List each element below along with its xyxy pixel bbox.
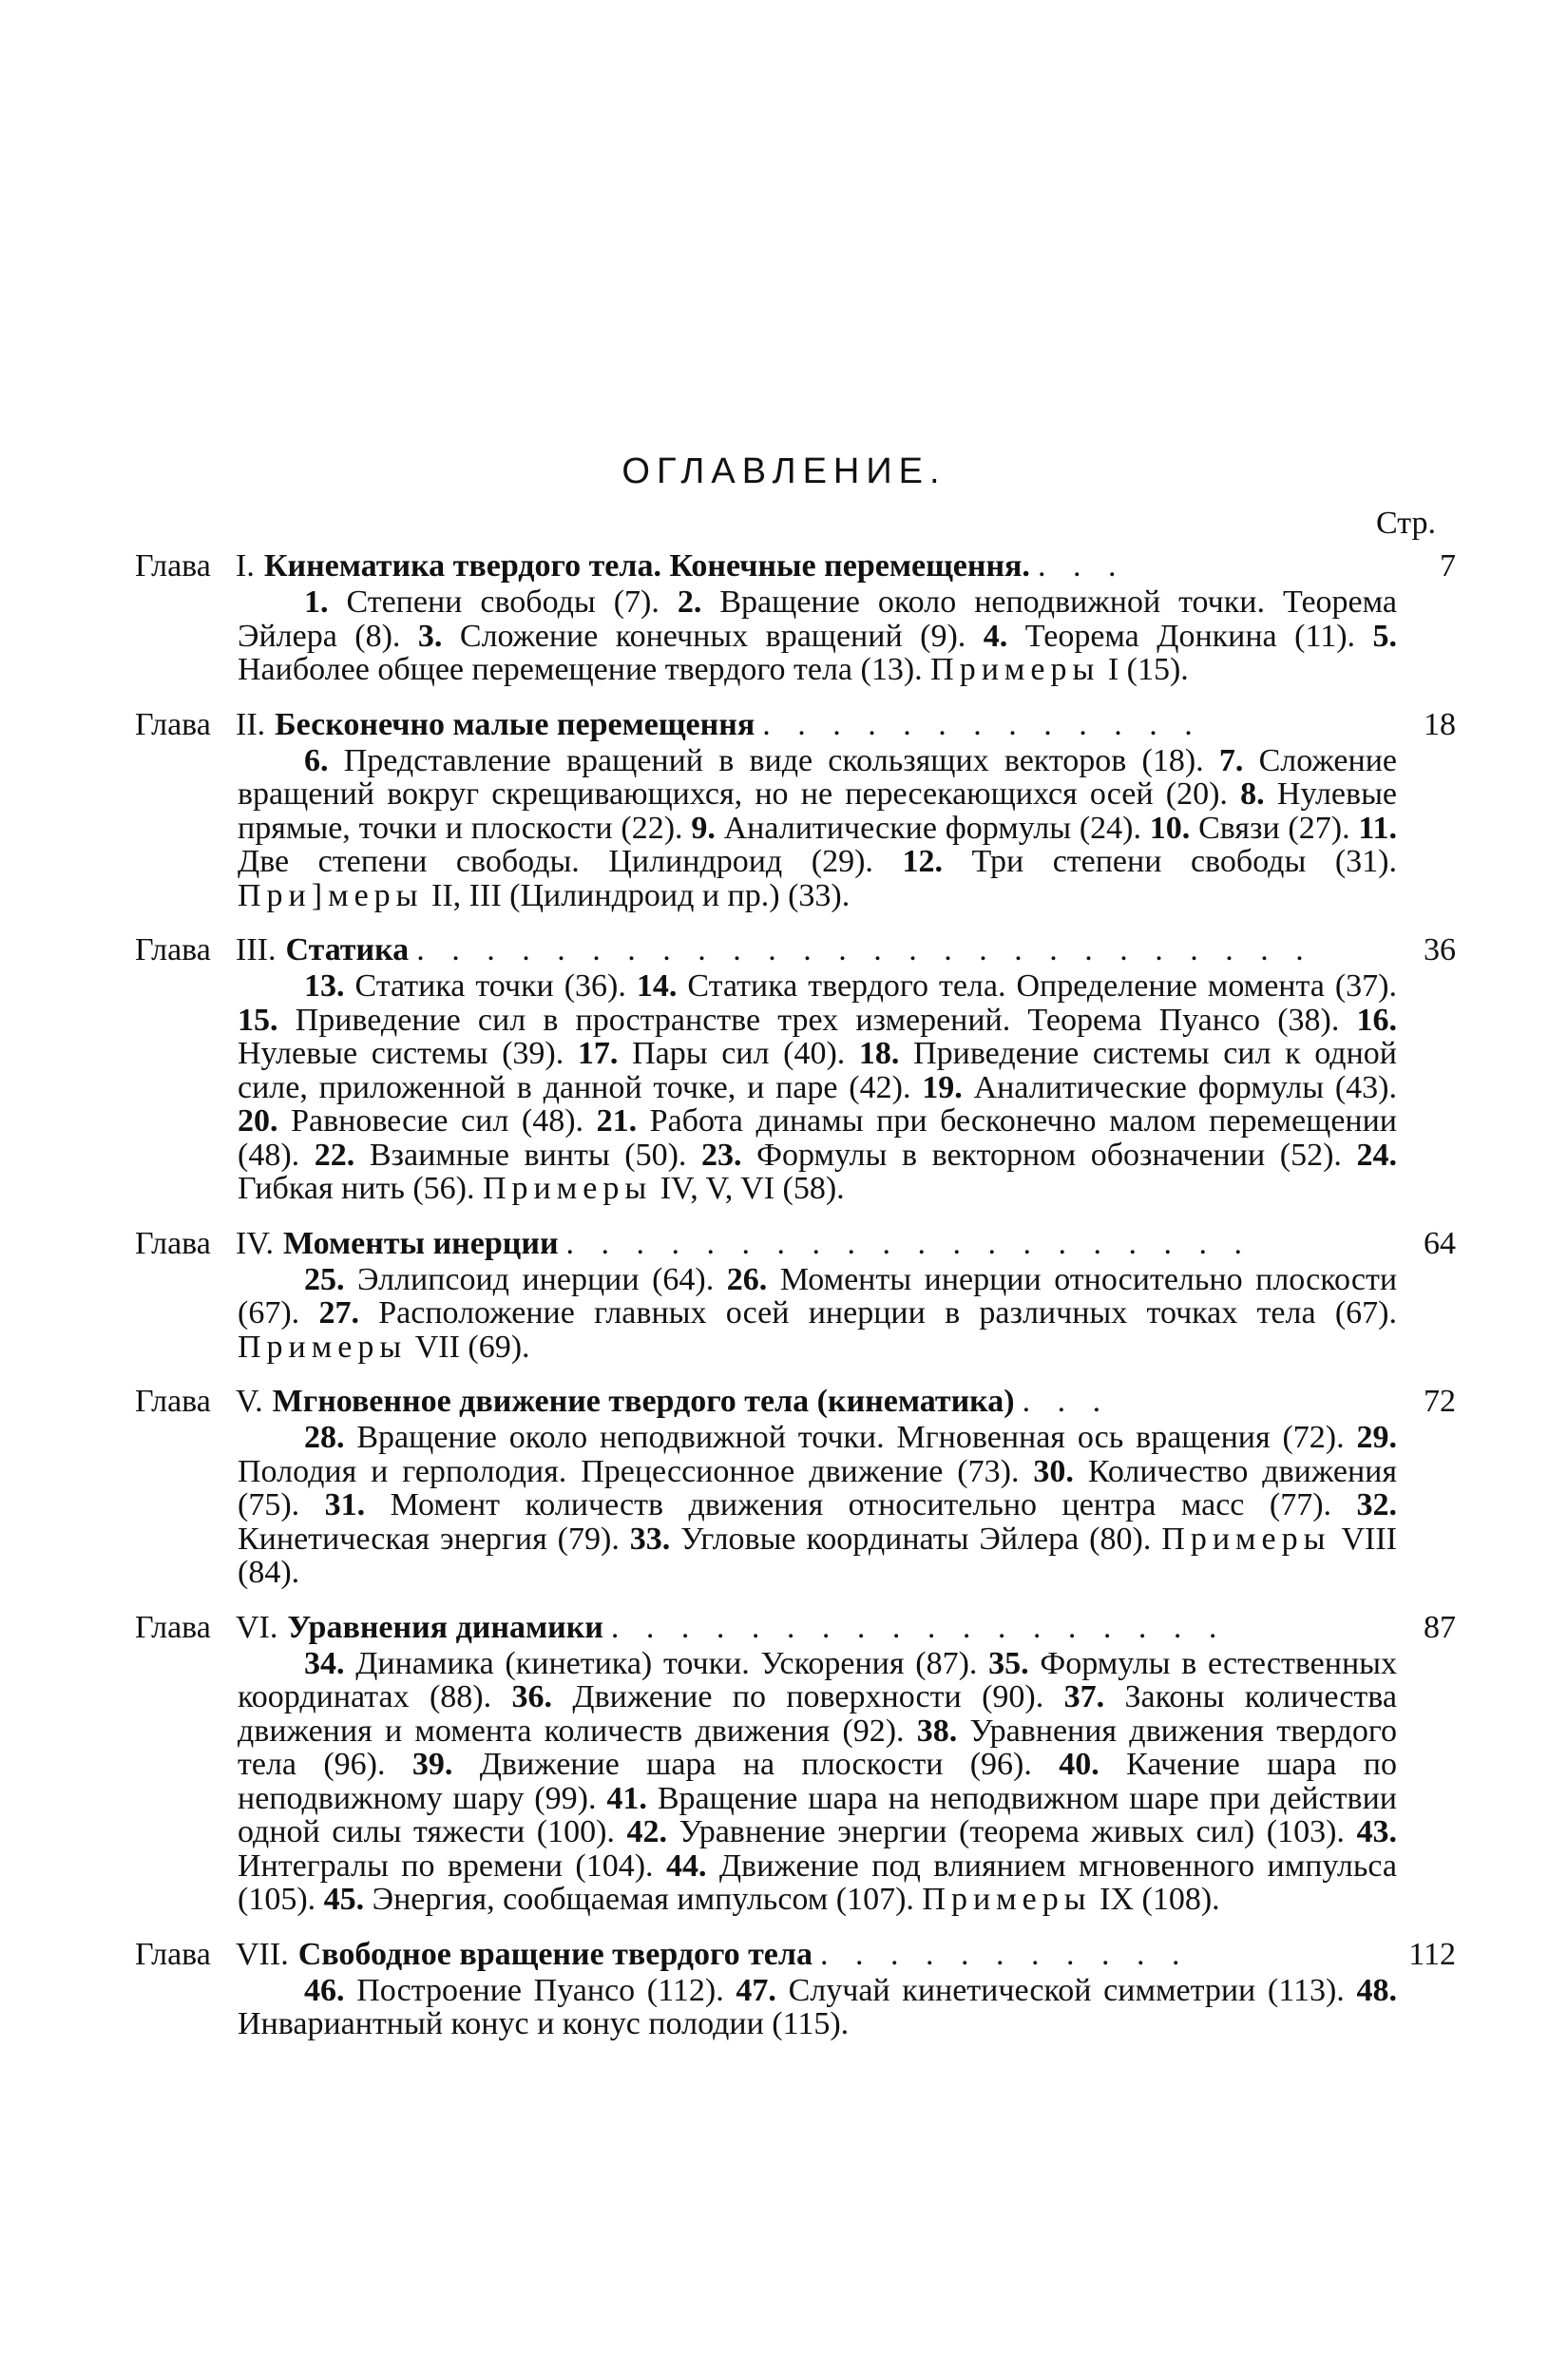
dot-leader: . . . . . . . . . . . . . . . . . . . . bbox=[565, 1225, 1252, 1261]
section-number: 18. bbox=[858, 1036, 900, 1071]
section-number: 7. bbox=[1218, 742, 1244, 778]
section-text: Момент количеств движения относительно центра масс (77). bbox=[365, 1487, 1357, 1522]
chapter-word: Глава bbox=[135, 932, 211, 967]
examples-label: Примеры bbox=[930, 652, 1100, 687]
section-text: VIII (84). bbox=[238, 1521, 1397, 1590]
section-text: Случай кинетической симметрии (113). bbox=[775, 1972, 1357, 2008]
chapter-number: VII. bbox=[236, 1936, 289, 1972]
chapter-page-number: 36 bbox=[1424, 932, 1456, 967]
section-number: 17. bbox=[577, 1036, 619, 1071]
section-number: 22. bbox=[314, 1137, 355, 1173]
section-number: 30. bbox=[1033, 1453, 1074, 1489]
section-text: Статика твердого тела. Определение момента (37). bbox=[677, 968, 1397, 1004]
chapter-title: Свободное вращение твердого тела bbox=[297, 1936, 813, 1972]
section-text: IX (108). bbox=[1091, 1882, 1220, 1917]
chapter-heading bbox=[135, 547, 1456, 585]
section-text: Эллипсоид инерции (64). bbox=[344, 1261, 727, 1297]
chapter-title: Уравнения динамики bbox=[287, 1609, 603, 1645]
section-number: 27. bbox=[318, 1295, 359, 1331]
section-number: 23. bbox=[701, 1137, 742, 1173]
chapter-title: Статика bbox=[285, 932, 410, 967]
section-text: Законы количества движения и момента количеств движения (92). bbox=[238, 1679, 1397, 1749]
section-text: Динамика (кинетика) точки. Ускорения (87). bbox=[344, 1645, 989, 1681]
section-text: Количество движения (75). bbox=[238, 1453, 1398, 1522]
section-text: Взаимные винты (50). bbox=[354, 1137, 702, 1173]
section-number: 45. bbox=[323, 1882, 365, 1917]
section-number: 15. bbox=[238, 1002, 278, 1038]
section-text: Работа динамы при бесконечно малом перемещении (48). bbox=[238, 1103, 1397, 1173]
section-text: Нулевые прямые, точки и плоскости (22). bbox=[238, 776, 1398, 846]
section-number: 40. bbox=[1059, 1747, 1100, 1782]
toc-chapter bbox=[135, 1383, 1456, 1590]
section-number: 44. bbox=[665, 1848, 707, 1884]
chapter-sections bbox=[238, 1421, 1397, 1590]
dot-leader: . . . . . . . . . . . bbox=[819, 1936, 1190, 1972]
section-number: 28. bbox=[304, 1420, 345, 1455]
section-number: 41. bbox=[606, 1780, 647, 1816]
section-text: Угловые координаты Эйлера (80). bbox=[670, 1521, 1162, 1557]
section-text: Две степени свободы. Цилиндроид (29). bbox=[238, 844, 903, 879]
section-number: 10. bbox=[1149, 810, 1191, 846]
section-number: 32. bbox=[1356, 1487, 1397, 1522]
section-text: Приведение сил в пространстве трех измерений. Теорема Пуансо (38). bbox=[277, 1002, 1357, 1038]
section-number: 24. bbox=[1356, 1137, 1397, 1173]
section-text: Сложение вращений вокруг скрещивающихся, но не пересекающихся осей (20). bbox=[238, 742, 1398, 812]
toc-chapter bbox=[135, 1225, 1456, 1365]
examples-label: Примеры bbox=[238, 1329, 408, 1365]
chapter-page-number: 72 bbox=[1424, 1384, 1456, 1419]
chapter-page-number: 112 bbox=[1408, 1936, 1456, 1972]
chapter-number: VI. bbox=[236, 1609, 278, 1645]
page-title: ОГЛАВЛЕНИЕ. bbox=[621, 451, 947, 491]
chapter-sections bbox=[238, 1647, 1397, 1917]
section-text: Аналитические формулы (24). bbox=[715, 810, 1150, 846]
toc-chapter bbox=[135, 1609, 1456, 1917]
examples-label: При]меры bbox=[238, 877, 424, 913]
section-text: Пары сил (40). bbox=[618, 1036, 859, 1071]
toc-chapter bbox=[135, 547, 1456, 687]
section-number: 20. bbox=[238, 1103, 278, 1139]
examples-label: Примеры bbox=[483, 1171, 653, 1206]
chapter-page-number: 64 bbox=[1424, 1225, 1456, 1261]
section-text: VII (69). bbox=[407, 1329, 530, 1365]
section-number: 19. bbox=[922, 1069, 963, 1105]
section-number: 21. bbox=[596, 1103, 638, 1139]
chapter-page-number: 7 bbox=[1440, 548, 1456, 584]
section-text: Формулы в естественных координатах (88). bbox=[238, 1645, 1397, 1714]
chapter-word: Глава bbox=[135, 706, 211, 742]
dot-leader: . . . . . . . . . . . . . . . . . . . . . . . . . . bbox=[416, 932, 1313, 967]
section-number: 33. bbox=[629, 1521, 671, 1557]
section-number: 42. bbox=[626, 1814, 668, 1849]
section-number: 1. bbox=[304, 584, 329, 620]
section-number: 26. bbox=[726, 1261, 768, 1297]
dot-leader: . . . . . . . . . . . . . bbox=[762, 706, 1202, 742]
section-number: 34. bbox=[304, 1645, 345, 1681]
section-number: 39. bbox=[411, 1747, 453, 1782]
chapter-number: III. bbox=[236, 932, 277, 967]
section-text: Движение по поверхности (90). bbox=[552, 1679, 1064, 1714]
section-text: Построение Пуансо (112). bbox=[344, 1972, 736, 2008]
chapter-heading bbox=[135, 706, 1456, 744]
section-number: 3. bbox=[417, 618, 443, 654]
section-number: 37. bbox=[1063, 1679, 1105, 1714]
section-number: 29. bbox=[1356, 1420, 1397, 1455]
section-text: Связи (27). bbox=[1190, 810, 1359, 846]
chapter-heading bbox=[135, 1936, 1456, 1974]
section-text: Равновесие сил (48). bbox=[277, 1103, 597, 1139]
chapter-number: IV. bbox=[236, 1225, 274, 1261]
chapter-number: V. bbox=[236, 1384, 263, 1419]
section-text: Движение под влиянием мгновенного импульса (105). bbox=[238, 1848, 1397, 1917]
dot-leader: . . . bbox=[1037, 548, 1126, 584]
section-text: Приведение системы сил к одной силе, приложенной в данной точке, и паре (42). bbox=[238, 1036, 1397, 1105]
section-text: Формулы в векторном обозначении (52). bbox=[741, 1137, 1357, 1173]
section-text: Моменты инерции относительно плоскости (67). bbox=[238, 1261, 1398, 1331]
section-number: 48. bbox=[1356, 1972, 1397, 2008]
chapter-sections bbox=[238, 585, 1397, 687]
chapter-page-number: 18 bbox=[1424, 706, 1456, 742]
section-number: 43. bbox=[1356, 1814, 1397, 1849]
section-text: Энергия, сообщаемая импульсом (107). bbox=[364, 1882, 923, 1917]
section-number: 36. bbox=[511, 1679, 552, 1714]
chapter-sections bbox=[238, 744, 1397, 913]
section-text: Кинетическая энергия (79). bbox=[238, 1521, 630, 1557]
section-text: Аналитические формулы (43). bbox=[962, 1069, 1397, 1105]
chapter-heading bbox=[135, 1609, 1456, 1647]
chapter-number: II. bbox=[236, 706, 266, 742]
examples-label: Примеры bbox=[1161, 1521, 1331, 1557]
chapter-heading bbox=[135, 1383, 1456, 1421]
toc-chapter bbox=[135, 706, 1456, 913]
examples-label: Примеры bbox=[922, 1882, 1092, 1917]
section-text: Степени свободы (7). bbox=[328, 584, 678, 620]
page-column-label: Стр. bbox=[1376, 506, 1437, 541]
section-text: Движение шара на плоскости (96). bbox=[452, 1747, 1060, 1782]
chapter-sections bbox=[238, 1263, 1397, 1365]
chapter-page-number: 87 bbox=[1424, 1609, 1456, 1645]
chapter-title: Моменты инерции bbox=[283, 1225, 559, 1261]
section-number: 12. bbox=[902, 844, 943, 879]
section-number: 38. bbox=[916, 1713, 958, 1749]
toc-chapter bbox=[135, 1936, 1456, 2041]
chapter-word: Глава bbox=[135, 1609, 211, 1645]
chapter-title: Бесконечно малые перемещення bbox=[275, 706, 755, 742]
section-text: Интегралы по времени (104). bbox=[238, 1848, 666, 1884]
section-number: 6. bbox=[304, 742, 329, 778]
section-number: 31. bbox=[324, 1487, 366, 1522]
section-text: Три степени свободы (31). bbox=[942, 844, 1397, 879]
section-text: Вращение около неподвижной точки. Теорема Эйлера (8). bbox=[238, 584, 1398, 654]
section-number: 16. bbox=[1356, 1002, 1397, 1038]
section-number: 35. bbox=[988, 1645, 1029, 1681]
table-of-contents bbox=[135, 547, 1456, 2060]
section-number: 2. bbox=[677, 584, 702, 620]
section-text: Нулевые системы (39). bbox=[238, 1036, 578, 1071]
chapter-title: Кинематика твердого тела. Конечные перемещення. bbox=[263, 548, 1030, 584]
chapter-sections bbox=[238, 969, 1397, 1206]
section-number: 46. bbox=[304, 1972, 345, 2008]
section-number: 47. bbox=[736, 1972, 776, 2008]
chapter-sections bbox=[238, 1974, 1397, 2041]
section-number: 5. bbox=[1372, 618, 1397, 654]
dot-leader: . . . bbox=[1022, 1384, 1111, 1419]
chapter-heading bbox=[135, 1225, 1456, 1263]
section-text: Уравнение энергии (теорема живых сил) (103). bbox=[667, 1814, 1357, 1849]
section-text: Качение шара по неподвижному шару (99). bbox=[238, 1747, 1398, 1816]
chapter-word: Глава bbox=[135, 1225, 211, 1261]
section-text: Сложение конечных вращений (9). bbox=[442, 618, 984, 654]
section-text: Уравнения движения твердого тела (96). bbox=[238, 1713, 1398, 1782]
chapter-title: Мгновенное движение твердого тела (кинематика) bbox=[272, 1384, 1015, 1419]
section-number: 9. bbox=[691, 810, 716, 846]
section-number: 25. bbox=[304, 1261, 345, 1297]
toc-chapter bbox=[135, 931, 1456, 1206]
section-text: Представление вращений в виде скользящих векторов (18). bbox=[328, 742, 1219, 778]
section-text: Наиболее общее перемещение твердого тела (13). bbox=[238, 652, 931, 687]
section-text: Расположение главных осей инерции в различных точках тела (67). bbox=[358, 1295, 1397, 1331]
section-number: 4. bbox=[983, 618, 1008, 654]
section-text: Полодия и герполодия. Прецессионное движение (73). bbox=[238, 1453, 1034, 1489]
section-number: 11. bbox=[1358, 810, 1397, 846]
chapter-heading bbox=[135, 931, 1456, 969]
section-text: II, III (Цилиндроид и пр.) (33). bbox=[423, 877, 851, 913]
chapter-word: Глава bbox=[135, 1384, 211, 1419]
section-text: Вращение шара на неподвижном шаре при действии одной силы тяжести (100). bbox=[238, 1780, 1397, 1849]
chapter-word: Глава bbox=[135, 548, 211, 584]
section-text: Гибкая нить (56). bbox=[238, 1171, 483, 1206]
section-text: I (15). bbox=[1100, 652, 1189, 687]
section-text: Статика точки (36). bbox=[344, 968, 637, 1004]
section-text: IV, V, VI (58). bbox=[652, 1171, 845, 1206]
section-number: 13. bbox=[304, 968, 345, 1004]
section-number: 14. bbox=[636, 968, 678, 1004]
section-text: Инвариантный конус и конус полодии (115). bbox=[238, 2006, 850, 2041]
section-text: Теорема Донкина (11). bbox=[1007, 618, 1373, 654]
chapter-word: Глава bbox=[135, 1936, 211, 1972]
dot-leader: . . . . . . . . . . . . . . . . . . bbox=[610, 1609, 1227, 1645]
chapter-number: I. bbox=[236, 548, 255, 584]
section-text: Вращение около неподвижной точки. Мгновенная ось вращения (72). bbox=[344, 1420, 1357, 1455]
section-number: 8. bbox=[1240, 776, 1265, 812]
